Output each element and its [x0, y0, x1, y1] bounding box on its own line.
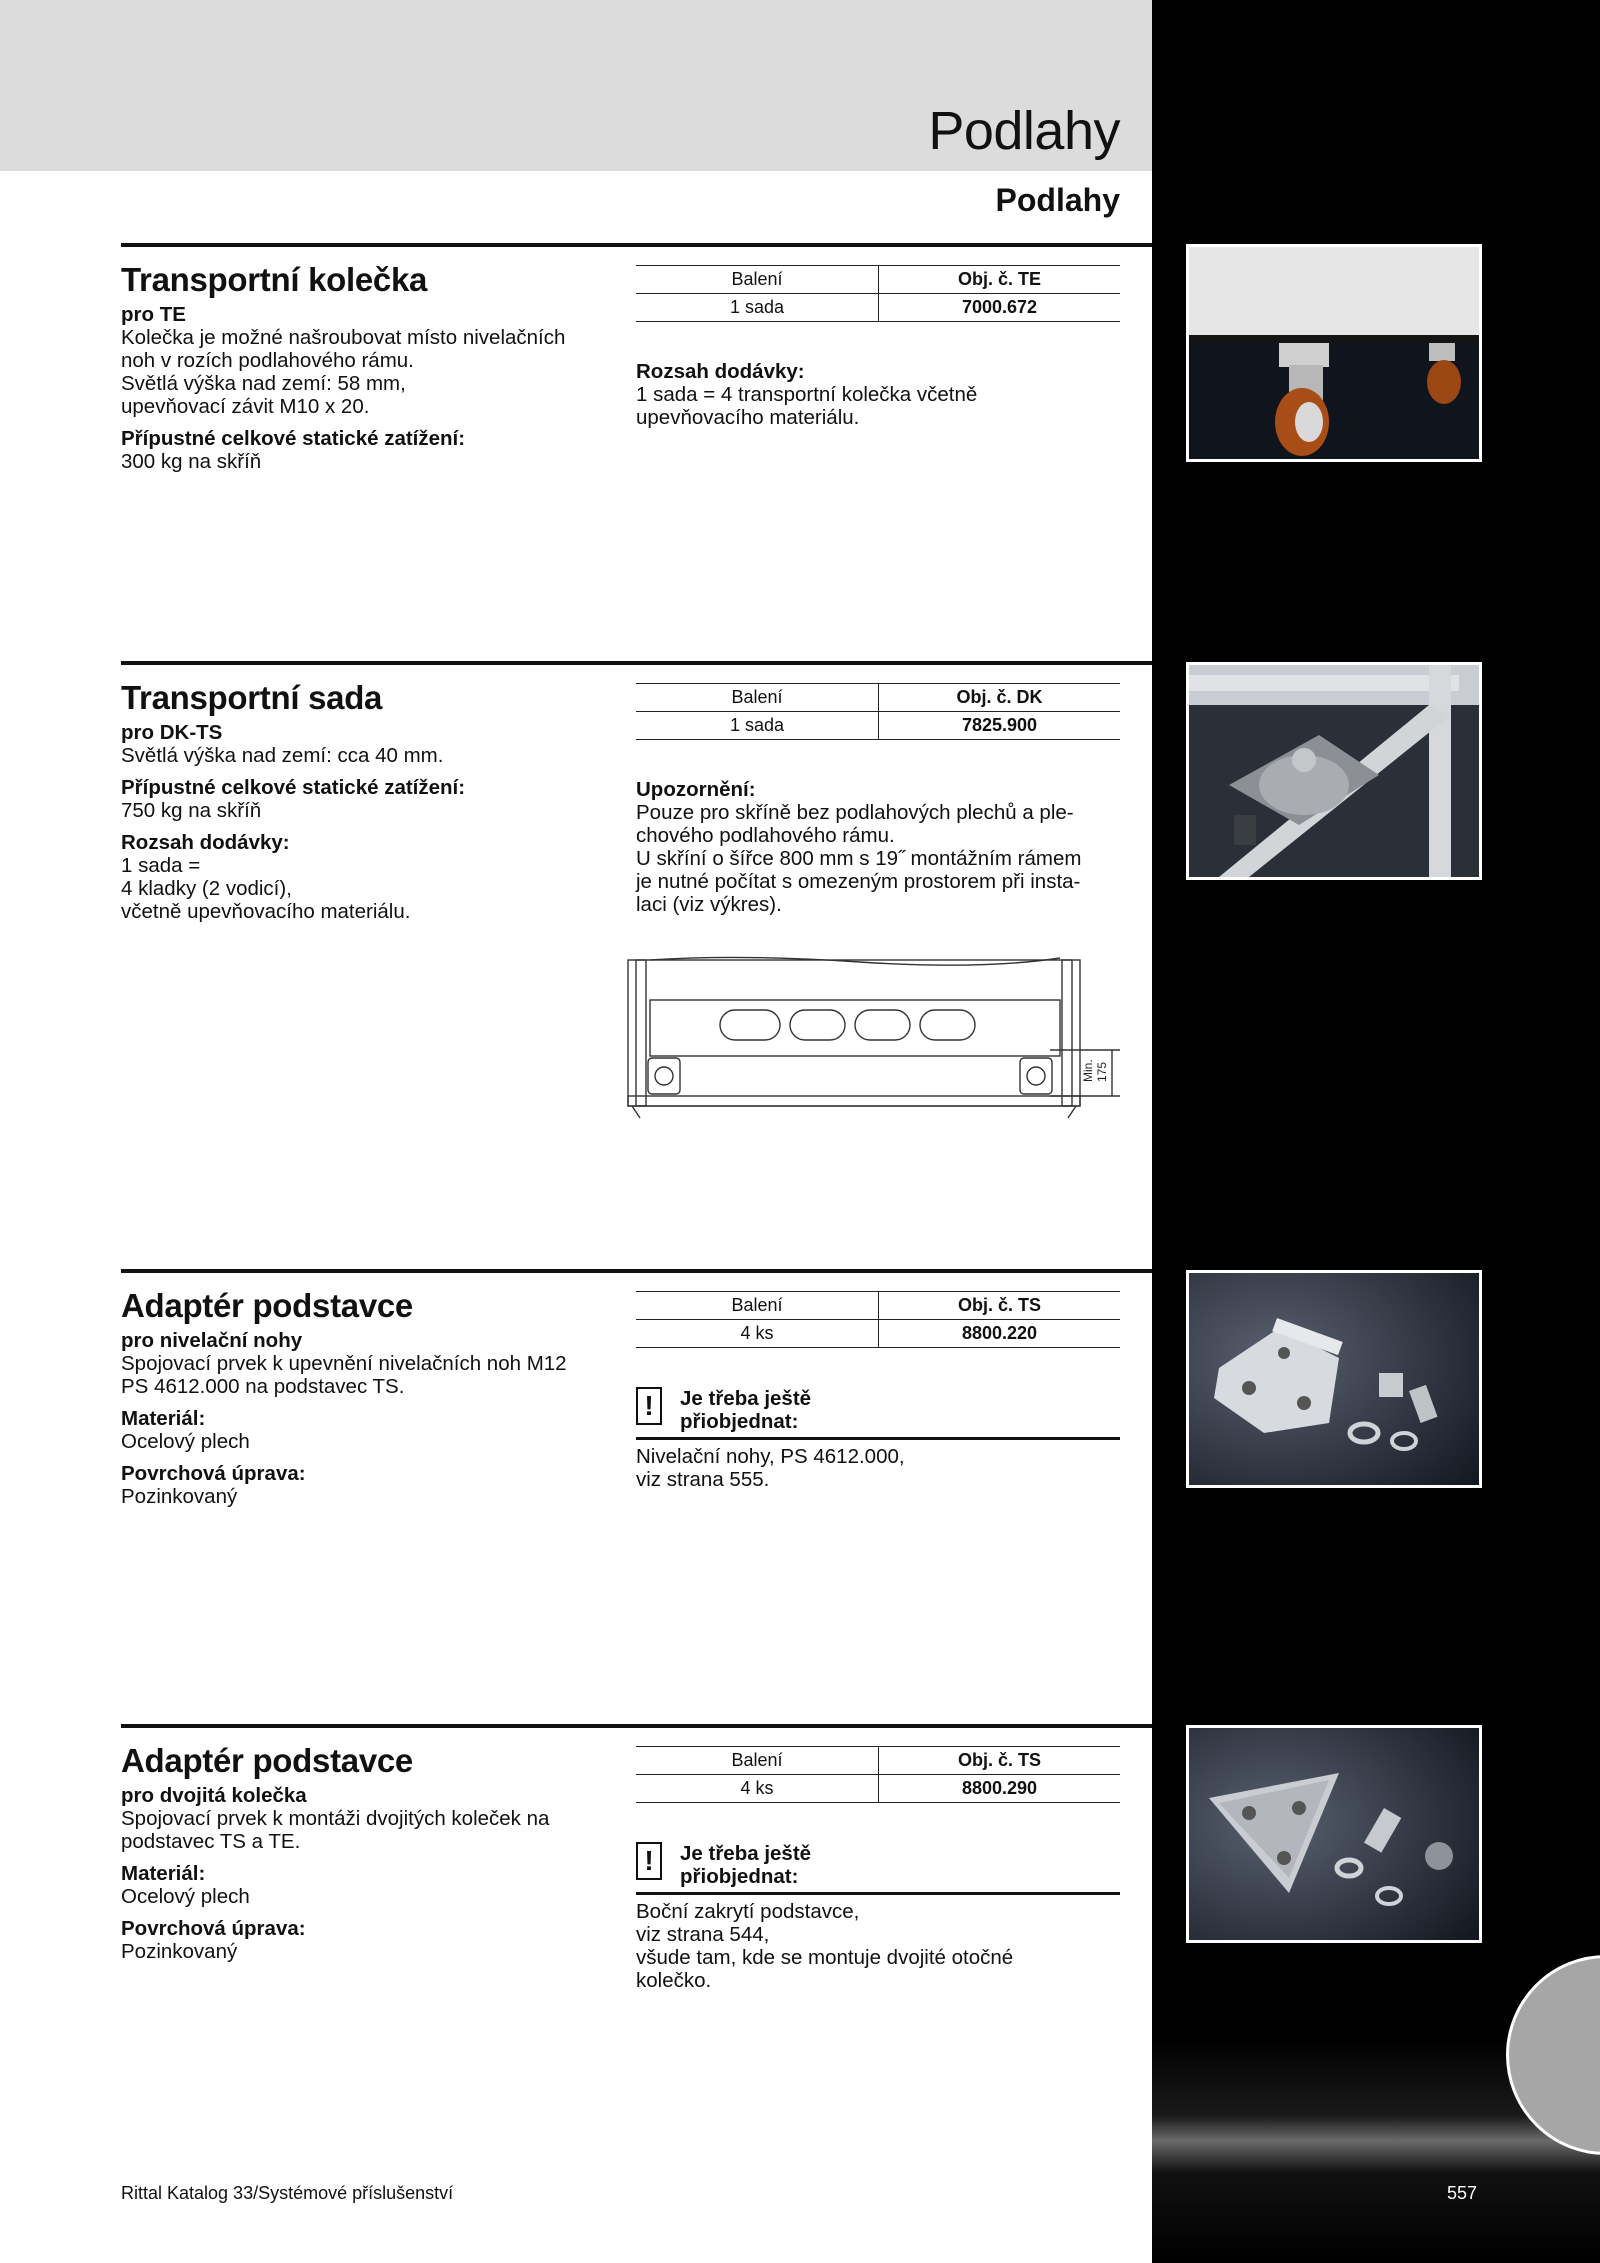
material-value: Ocelový plech — [121, 1430, 250, 1453]
surface-value: Pozinkovaný — [121, 1485, 238, 1508]
table-header-order: Obj. č. DK — [879, 684, 1121, 712]
product-photo-adapter-levelling — [1186, 1270, 1482, 1488]
order-table — [636, 265, 1120, 322]
reorder-text: Boční zakrytí podstavce, viz strana 544, všude tam, kde se montuje dvojité otočné kolečko. — [636, 1900, 1014, 1992]
surface-value: Pozinkovaný — [121, 1940, 238, 1963]
exclamation-icon: ! — [636, 1387, 662, 1425]
surface-block — [121, 1462, 601, 1508]
reorder-header — [636, 1842, 1120, 1895]
material-block — [121, 1862, 601, 1908]
reorder-block — [636, 1842, 1120, 1992]
section-base-adapter-castors — [0, 1724, 1152, 2144]
section-subhead: pro TE — [121, 303, 186, 326]
load-value: 750 kg na skříň — [121, 799, 262, 822]
delivery-block: Rozsah dodávky: 1 sada = 4 kladky (2 vodicí), včetně upevňovacího materiálu. — [121, 831, 601, 923]
section-transport-wheels — [0, 243, 1152, 643]
section-description: Spojovací prvek k montáži dvojitých koleček na podstavec TS a TE. — [121, 1807, 550, 1853]
table-header-packing: Balení — [636, 684, 879, 712]
table-cell-order-number: 7825.900 — [879, 712, 1121, 740]
reorder-header — [636, 1387, 1120, 1440]
product-photo-transport-set — [1186, 662, 1482, 880]
note-label: Upozornění: — [636, 778, 756, 801]
load-value: 300 kg na skříň — [121, 450, 262, 473]
load-label: Přípustné celkové statické zatížení: — [121, 776, 466, 799]
drawing-label-min: Min. — [1081, 1059, 1095, 1082]
surface-label: Povrchová úprava: — [121, 1462, 306, 1485]
table-cell-qty: 1 sada — [636, 712, 879, 740]
section-title: Transportní sada — [121, 679, 383, 716]
section-title: Adaptér podstavce — [121, 1742, 413, 1779]
reorder-block — [636, 1387, 1120, 1491]
table-cell-order-number: 8800.220 — [879, 1320, 1121, 1348]
section-subhead: pro nivelační nohy — [121, 1329, 303, 1352]
material-value: Ocelový plech — [121, 1885, 250, 1908]
section-subhead: pro DK-TS — [121, 721, 223, 744]
table-header-packing: Balení — [636, 266, 879, 294]
order-table — [636, 1746, 1120, 1803]
load-label: Přípustné celkové statické zatížení: — [121, 427, 466, 450]
table-header-packing: Balení — [636, 1747, 879, 1775]
product-photo-adapter-castors — [1186, 1725, 1482, 1943]
section-description: Světlá výška nad zemí: cca 40 mm. — [121, 744, 444, 767]
table-header-packing: Balení — [636, 1292, 879, 1320]
section-description: Kolečka je možné našroubovat místo nivelačních noh v rozích podlahového rámu. Světlá výška nad zemí: 58 mm, upevňovací závit M10 x 20. — [121, 326, 566, 418]
page-subtitle: Podlahy — [995, 182, 1120, 218]
section-base-adapter-levelling — [0, 1269, 1152, 1689]
material-block — [121, 1407, 601, 1453]
delivery-label: Rozsah dodávky: — [636, 360, 805, 383]
section-transport-set — [0, 661, 1152, 1251]
page-title: Podlahy — [928, 101, 1120, 161]
exclamation-icon: ! — [636, 1842, 662, 1880]
delivery-block: Rozsah dodávky: 1 sada = 4 transportní kolečka včetně upevňovacího materiálu. — [636, 360, 1120, 429]
reorder-text: Nivelační nohy, PS 4612.000, viz strana 555. — [636, 1445, 905, 1491]
table-cell-qty: 4 ks — [636, 1775, 879, 1803]
delivery-label: Rozsah dodávky: — [121, 831, 290, 854]
footer-catalog: Rittal Katalog 33/Systémové příslušenství — [121, 2183, 454, 2203]
surface-block — [121, 1917, 601, 1963]
section-subhead: pro dvojitá kolečka — [121, 1784, 307, 1807]
table-cell-order-number: 7000.672 — [879, 294, 1121, 322]
section-title: Transportní kolečka — [121, 261, 428, 298]
note-block: Upozornění: Pouze pro skříně bez podlahových plechů a ple- chového podlahového rámu. U skříní o šířce 800 mm s 19˝ montážním rámem je nutné počítat s omezeným prostorem při insta- laci (viz výkres). — [636, 778, 1120, 916]
material-label: Materiál: — [121, 1862, 206, 1885]
section-description: Spojovací prvek k upevnění nivelačních noh M12 PS 4612.000 na podstavec TS. — [121, 1352, 567, 1398]
order-table — [636, 683, 1120, 740]
product-photo-casters — [1186, 244, 1482, 462]
drawing-label-dimension: 175 — [1095, 1061, 1109, 1082]
section-rule — [121, 1269, 1152, 1273]
section-rule — [121, 243, 1152, 247]
table-header-order: Obj. č. TS — [879, 1747, 1121, 1775]
section-left-column — [121, 679, 601, 932]
section-left-column — [121, 1742, 601, 1972]
reorder-label: Je třeba ještě přiobjednat: — [680, 1842, 812, 1888]
section-title: Adaptér podstavce — [121, 1287, 413, 1324]
installation-drawing — [620, 950, 1120, 1120]
section-left-column — [121, 261, 601, 482]
table-header-order: Obj. č. TE — [879, 266, 1121, 294]
section-left-column — [121, 1287, 601, 1517]
order-table — [636, 1291, 1120, 1348]
footer-page-number: 557 — [1447, 2183, 1478, 2203]
material-label: Materiál: — [121, 1407, 206, 1430]
section-rule — [121, 661, 1152, 665]
table-cell-qty: 1 sada — [636, 294, 879, 322]
table-cell-qty: 4 ks — [636, 1320, 879, 1348]
table-cell-order-number: 8800.290 — [879, 1775, 1121, 1803]
load-block — [121, 427, 601, 473]
load-block — [121, 776, 601, 822]
reorder-label: Je třeba ještě přiobjednat: — [680, 1387, 812, 1433]
surface-label: Povrchová úprava: — [121, 1917, 306, 1940]
section-rule — [121, 1724, 1152, 1728]
table-header-order: Obj. č. TS — [879, 1292, 1121, 1320]
